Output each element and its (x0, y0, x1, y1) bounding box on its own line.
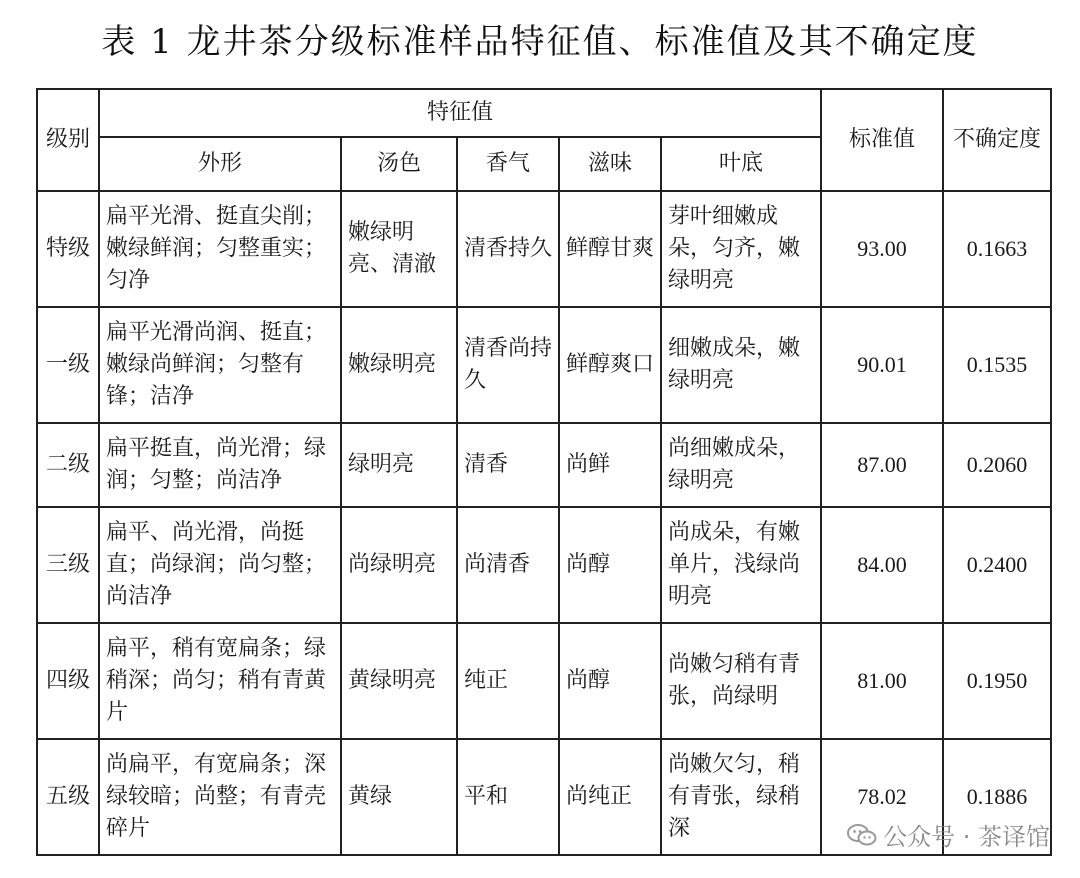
cell-appearance: 扁平挺直，尚光滑；绿润；匀整；尚洁净 (99, 423, 341, 507)
wechat-icon (847, 823, 877, 847)
cell-appearance: 扁平，稍有宽扁条；绿稍深；尚匀；稍有青黄片 (99, 623, 341, 739)
cell-appearance: 扁平光滑、挺直尖削；嫩绿鲜润；匀整重实；匀净 (99, 191, 341, 307)
cell-uncertainty: 0.1535 (943, 307, 1051, 423)
cell-uncertainty: 0.1886 (943, 739, 1051, 855)
header-standard-value: 标准值 (821, 89, 943, 191)
cell-standard-value: 84.00 (821, 507, 943, 623)
cell-standard-value: 90.01 (821, 307, 943, 423)
cell-taste: 鲜醇甘爽 (559, 191, 661, 307)
cell-standard-value: 87.00 (821, 423, 943, 507)
cell-grade: 五级 (37, 739, 99, 855)
cell-liquor-color: 绿明亮 (341, 423, 457, 507)
cell-taste: 尚醇 (559, 507, 661, 623)
cell-uncertainty: 0.1663 (943, 191, 1051, 307)
cell-aroma: 清香 (457, 423, 559, 507)
watermark (847, 817, 1050, 852)
header-leaf-base: 叶底 (661, 137, 821, 191)
cell-taste: 尚醇 (559, 623, 661, 739)
cell-grade: 四级 (37, 623, 99, 739)
cell-grade: 三级 (37, 507, 99, 623)
cell-leaf-base: 尚成朵，有嫩单片，浅绿尚明亮 (661, 507, 821, 623)
cell-standard-value: 81.00 (821, 623, 943, 739)
header-grade: 级别 (37, 89, 99, 191)
cell-grade: 特级 (37, 191, 99, 307)
header-features: 特征值 (99, 89, 821, 137)
header-liquor-color: 汤色 (341, 137, 457, 191)
cell-grade: 二级 (37, 423, 99, 507)
cell-aroma: 纯正 (457, 623, 559, 739)
cell-appearance: 扁平、尚光滑，尚挺直；尚绿润；尚匀整；尚洁净 (99, 507, 341, 623)
table-row (37, 307, 1051, 423)
cell-taste: 尚鲜 (559, 423, 661, 507)
header-appearance: 外形 (99, 137, 341, 191)
cell-leaf-base: 尚嫩欠匀，稍有青张，绿稍深 (661, 739, 821, 855)
table-row (37, 623, 1051, 739)
cell-appearance: 尚扁平，有宽扁条；深绿较暗；尚整；有青壳碎片 (99, 739, 341, 855)
table-title: 表 1 龙井茶分级标准样品特征值、标准值及其不确定度 (101, 22, 979, 62)
cell-aroma: 清香持久 (457, 191, 559, 307)
cell-uncertainty: 0.2060 (943, 423, 1051, 507)
cell-aroma: 平和 (457, 739, 559, 855)
header-uncertainty: 不确定度 (943, 89, 1051, 191)
cell-liquor-color: 嫩绿明亮 (341, 307, 457, 423)
table-row (37, 191, 1051, 307)
cell-liquor-color: 黄绿明亮 (341, 623, 457, 739)
cell-grade: 一级 (37, 307, 99, 423)
cell-aroma: 清香尚持久 (457, 307, 559, 423)
header-taste: 滋味 (559, 137, 661, 191)
cell-standard-value: 93.00 (821, 191, 943, 307)
cell-leaf-base: 尚嫩匀稍有青张，尚绿明 (661, 623, 821, 739)
cell-leaf-base: 芽叶细嫩成朵，匀齐，嫩绿明亮 (661, 191, 821, 307)
grade-standard-table (36, 88, 1052, 856)
cell-appearance: 扁平光滑尚润、挺直；嫩绿尚鲜润；匀整有锋；洁净 (99, 307, 341, 423)
cell-uncertainty: 0.1950 (943, 623, 1051, 739)
cell-aroma: 尚清香 (457, 507, 559, 623)
cell-liquor-color: 尚绿明亮 (341, 507, 457, 623)
cell-leaf-base: 细嫩成朵，嫩绿明亮 (661, 307, 821, 423)
watermark-label: 公众号 · 茶译馆 (883, 823, 1050, 851)
cell-liquor-color: 黄绿 (341, 739, 457, 855)
table-row (37, 423, 1051, 507)
cell-uncertainty: 0.2400 (943, 507, 1051, 623)
header-aroma: 香气 (457, 137, 559, 191)
cell-liquor-color: 嫩绿明亮、清澈 (341, 191, 457, 307)
cell-taste: 尚纯正 (559, 739, 661, 855)
cell-leaf-base: 尚细嫩成朵，绿明亮 (661, 423, 821, 507)
cell-standard-value: 78.02 (821, 739, 943, 855)
table-row (37, 507, 1051, 623)
cell-taste: 鲜醇爽口 (559, 307, 661, 423)
